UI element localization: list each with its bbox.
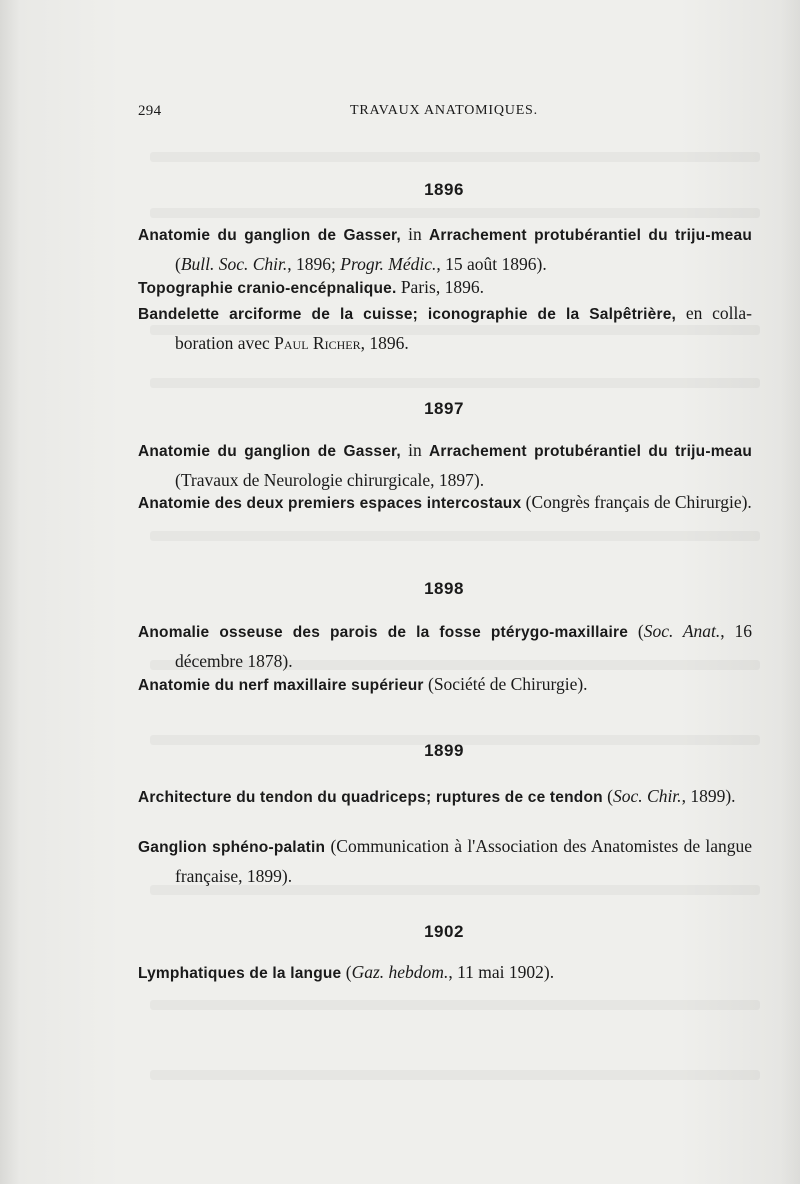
journal-name: Soc. Anat. <box>643 621 721 641</box>
entry-text: ( <box>628 621 644 641</box>
year-heading: 1896 <box>424 180 464 199</box>
entry-title: Topographie cranio-encépnalique. <box>138 280 397 297</box>
entry-title: Bandelette arciforme de la cuisse; iconographie de la Salpêtrière, <box>138 306 677 323</box>
entry-title: Ganglion sphéno-palatin <box>138 839 326 856</box>
entry-text: , 11 mai 1902). <box>448 962 555 982</box>
entry-title: Anatomie du ganglion de Gasser, <box>138 443 401 460</box>
entry-text: en colla-boration avec <box>175 303 752 353</box>
bleed-through-line <box>150 208 760 218</box>
entry-text: ( <box>341 962 352 982</box>
journal-name: Soc. Chir. <box>613 786 682 806</box>
year-heading: 1902 <box>424 922 464 941</box>
entry-title: Anatomie du ganglion de Gasser, <box>138 227 401 244</box>
entry-title: Arrachement protubérantiel du triju-meau <box>428 443 752 460</box>
bibliography-entry <box>138 617 752 675</box>
entry-text: , 1896. <box>360 333 409 353</box>
journal-name: Progr. Médic. <box>340 254 437 274</box>
bibliography-entry <box>138 958 752 988</box>
entry-text: , 1896; <box>287 254 341 274</box>
entry-text: (Travaux de Neurologie chirurgicale, 1897). <box>175 470 485 490</box>
entry-text: (Société de Chirurgie). <box>423 674 588 694</box>
year-heading: 1897 <box>424 399 464 418</box>
entry-text: in <box>400 440 429 460</box>
entry-text: (Communication à l'Association des Anatomistes de langue française, 1899). <box>175 836 753 886</box>
entry-text: ( <box>602 786 613 806</box>
bleed-through-line <box>150 1000 760 1010</box>
bibliography-entry <box>138 782 752 812</box>
bleed-through-line <box>150 152 760 162</box>
entry-title: Architecture du tendon du quadriceps; ruptures de ce tendon <box>138 789 603 806</box>
page-number: 294 <box>138 103 162 119</box>
bibliography-entry <box>138 220 752 278</box>
entry-text: in <box>400 224 429 244</box>
entry-text: , 15 août 1896). <box>436 254 547 274</box>
entry-text: ( <box>175 254 181 274</box>
entry-title: Anatomie du nerf maxillaire supérieur <box>138 677 424 694</box>
bleed-through-line <box>150 1070 760 1080</box>
journal-name: Bull. Soc. Chir. <box>180 254 288 274</box>
entry-text: Paris, 1896. <box>396 277 484 297</box>
entry-text: , 16 décembre 1878). <box>175 621 752 671</box>
year-heading: 1898 <box>424 579 464 598</box>
bleed-through-line <box>150 378 760 388</box>
year-heading: 1899 <box>424 741 464 760</box>
entry-text: (Congrès français de Chirurgie). <box>521 492 752 512</box>
entry-title: Anatomie des deux premiers espaces intercostaux <box>138 495 522 512</box>
entry-title: Anomalie osseuse des parois de la fosse ptérygo-maxillaire <box>138 624 629 641</box>
running-title: TRAVAUX ANATOMIQUES. <box>350 103 538 118</box>
entry-title: Arrachement protubérantiel du triju-meau <box>428 227 752 244</box>
bibliography-entry <box>138 832 752 890</box>
page-header <box>138 103 750 125</box>
entry-title: Lymphatiques de la langue <box>138 965 342 982</box>
bibliography-entry <box>138 670 752 700</box>
bleed-through-line <box>150 531 760 541</box>
author-name: Paul Richer <box>274 333 361 353</box>
bibliography-entry <box>138 488 752 518</box>
entry-text: , 1899). <box>681 786 736 806</box>
bibliography-entry <box>138 436 752 494</box>
journal-name: Gaz. hebdom. <box>351 962 449 982</box>
bibliography-entry <box>138 299 752 357</box>
